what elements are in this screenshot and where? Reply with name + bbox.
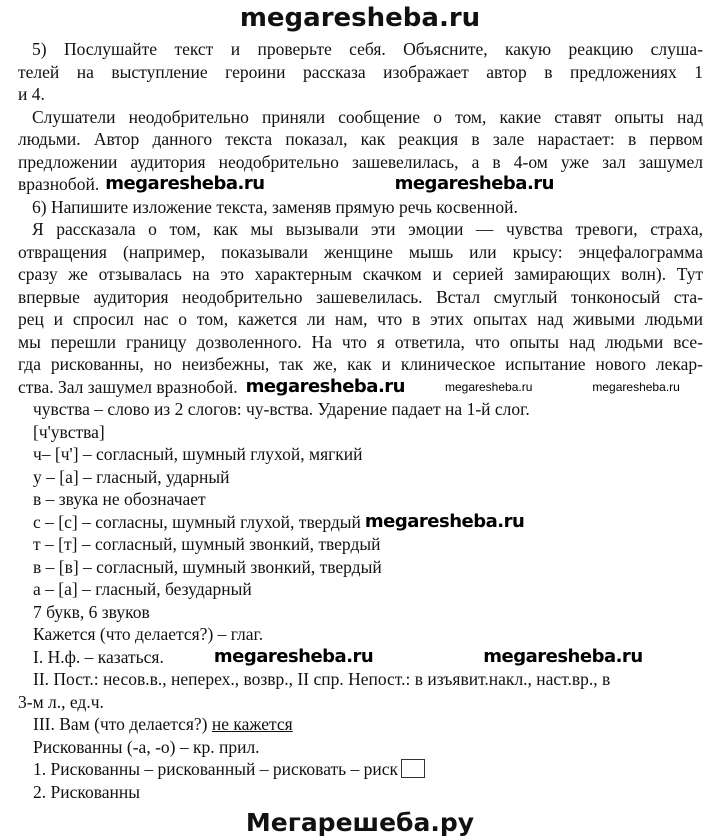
watermark: megaresheba.ru [394, 173, 554, 194]
task5-line-text: телей на выступление героини рассказа изображает автор в предложениях 1 [18, 62, 703, 82]
task5-line-text: 5) Послушайте текст и проверьте себя. Объясните, какую реакцию слуша- [32, 39, 703, 59]
answer5-line [18, 128, 703, 150]
analysis-line [33, 623, 263, 645]
analysis-line-text: 1. Рискованны – рискованный – рисковать – риск [33, 759, 399, 779]
analysis-line-text: а – [а] – гласный, безударный [33, 579, 252, 599]
analysis-line-text: т – [т] – согласный, шумный звонкий, твердый [33, 534, 381, 554]
task6-line-text: впервые аудитория неодобрительно зашевелилась. Встал смуглый тонконосый ста- [18, 287, 703, 307]
task6-line-text: мы перешли границу дозволенного. На что я ответила, что опыты над людьми все- [18, 332, 703, 352]
analysis-line-text: чувства – слово из 2 слогов: чу-вства. Ударение падает на 1-й слог. [33, 399, 530, 419]
analysis-line-text: 7 букв, 6 звуков [33, 602, 150, 622]
analysis-line [33, 511, 524, 533]
task6-line-text: ства. Зал зашумел вразнобой. [18, 377, 238, 397]
task6-line [18, 263, 703, 285]
analysis-line [33, 758, 425, 780]
watermark: megaresheba.ru [483, 646, 643, 667]
answer5-line [18, 151, 703, 173]
answer5-line [18, 173, 554, 195]
task6-prompt [32, 196, 518, 218]
task6-line-text: гда рискованны, но неизбежны, так же, как и клиническое испытание нового лекар- [18, 354, 703, 374]
analysis-line [33, 668, 610, 690]
watermark: megaresheba.ru [245, 376, 405, 397]
watermark-small: megaresheba.ru [444, 380, 533, 394]
analysis-line [33, 646, 643, 668]
analysis-line-text: II. Пост.: несов.в., неперех., возвр., II спр. Непост.: в изъявит.накл., наст.вр., в [33, 669, 611, 689]
analysis-line-text: [ч'увства] [33, 422, 105, 442]
analysis-line [33, 713, 293, 735]
task5-line [32, 38, 703, 60]
watermark-small: megaresheba.ru [592, 380, 680, 394]
task6-line-text: отвращения (например, показывали женщине мышь или крысу: энцефалограмма [18, 242, 703, 262]
footer-title: Мегарешеба.ру [245, 808, 475, 837]
analysis-line-text: III. Вам (что делается?) [33, 714, 208, 734]
task6-prompt-text: 6) Напишите изложение текста, заменяв прямую речь косвенной. [32, 197, 518, 217]
task6-line [32, 218, 703, 240]
analysis-line [33, 466, 230, 488]
task6-line [18, 376, 680, 398]
task6-line [18, 286, 703, 308]
analysis-line-text: Кажется (что делается?) – глаг. [33, 624, 264, 644]
answer5-line-text: предложении аудитория неодобрительно зашевелилась, а в 4-ом уже зал зашумел [18, 152, 703, 172]
analysis-line [33, 556, 382, 578]
analysis-line-text: в – звука не обозначает [33, 489, 206, 509]
answer5-line-text: людьми. Автор данного текста показал, как реакция в зале нарастает: в первом [18, 129, 703, 149]
analysis-line [18, 691, 104, 713]
ending-box [401, 759, 425, 778]
analysis-line [33, 488, 206, 510]
analysis-line-text: ч– [ч'] – согласный, шумный глухой, мягкий [33, 444, 363, 464]
analysis-line-text: Рискованны (-а, -о) – кр. прил. [33, 737, 260, 757]
task6-line [18, 241, 703, 263]
task6-line-text: Я рассказала о том, как мы вызывали эти эмоции — чувства тревоги, страха, [32, 219, 703, 239]
analysis-line [33, 533, 380, 555]
analysis-line [33, 781, 140, 803]
answer5-line-text: Слушатели неодобрительно приняли сообщение о том, какие ставят опыты над [32, 107, 703, 127]
task6-line [18, 331, 703, 353]
analysis-line [33, 578, 252, 600]
task5-line [18, 83, 45, 105]
task5-line [18, 61, 703, 83]
underlined-predicate: не кажется [211, 714, 293, 734]
task6-line [18, 353, 703, 375]
site-title: megaresheba.ru [239, 3, 481, 33]
answer5-line [32, 106, 703, 128]
analysis-line-text: I. Н.ф. – казаться. [33, 647, 164, 667]
analysis-line-text: 2. Рискованны [33, 782, 141, 802]
analysis-line-text: 3-м л., ед.ч. [18, 692, 104, 712]
task6-line-text: рец и спросил нас о том, кажется ли нам, что в этих опытах над живыми людьми [18, 309, 703, 329]
analysis-line-text: с – [с] – согласны, шумный глухой, твердый [33, 512, 361, 532]
analysis-line [33, 601, 150, 623]
task6-line-text: сразу же отзывалась на это характерным скачком и серией замирающих волн). Тут [18, 264, 703, 284]
analysis-line-text: в – [в] – согласный, шумный звонкий, твердый [33, 557, 382, 577]
watermark: megaresheba.ru [364, 511, 525, 532]
watermark: megaresheba.ru [105, 173, 265, 194]
answer5-line-text: вразнобой. [18, 174, 100, 194]
analysis-line [33, 443, 363, 465]
analysis-line-text: у – [а] – гласный, ударный [33, 467, 230, 487]
analysis-line [33, 736, 260, 758]
task6-line [18, 308, 703, 330]
analysis-line [33, 421, 105, 443]
task5-line-text: и 4. [18, 84, 45, 104]
analysis-line [33, 398, 530, 420]
watermark: megaresheba.ru [213, 646, 374, 667]
